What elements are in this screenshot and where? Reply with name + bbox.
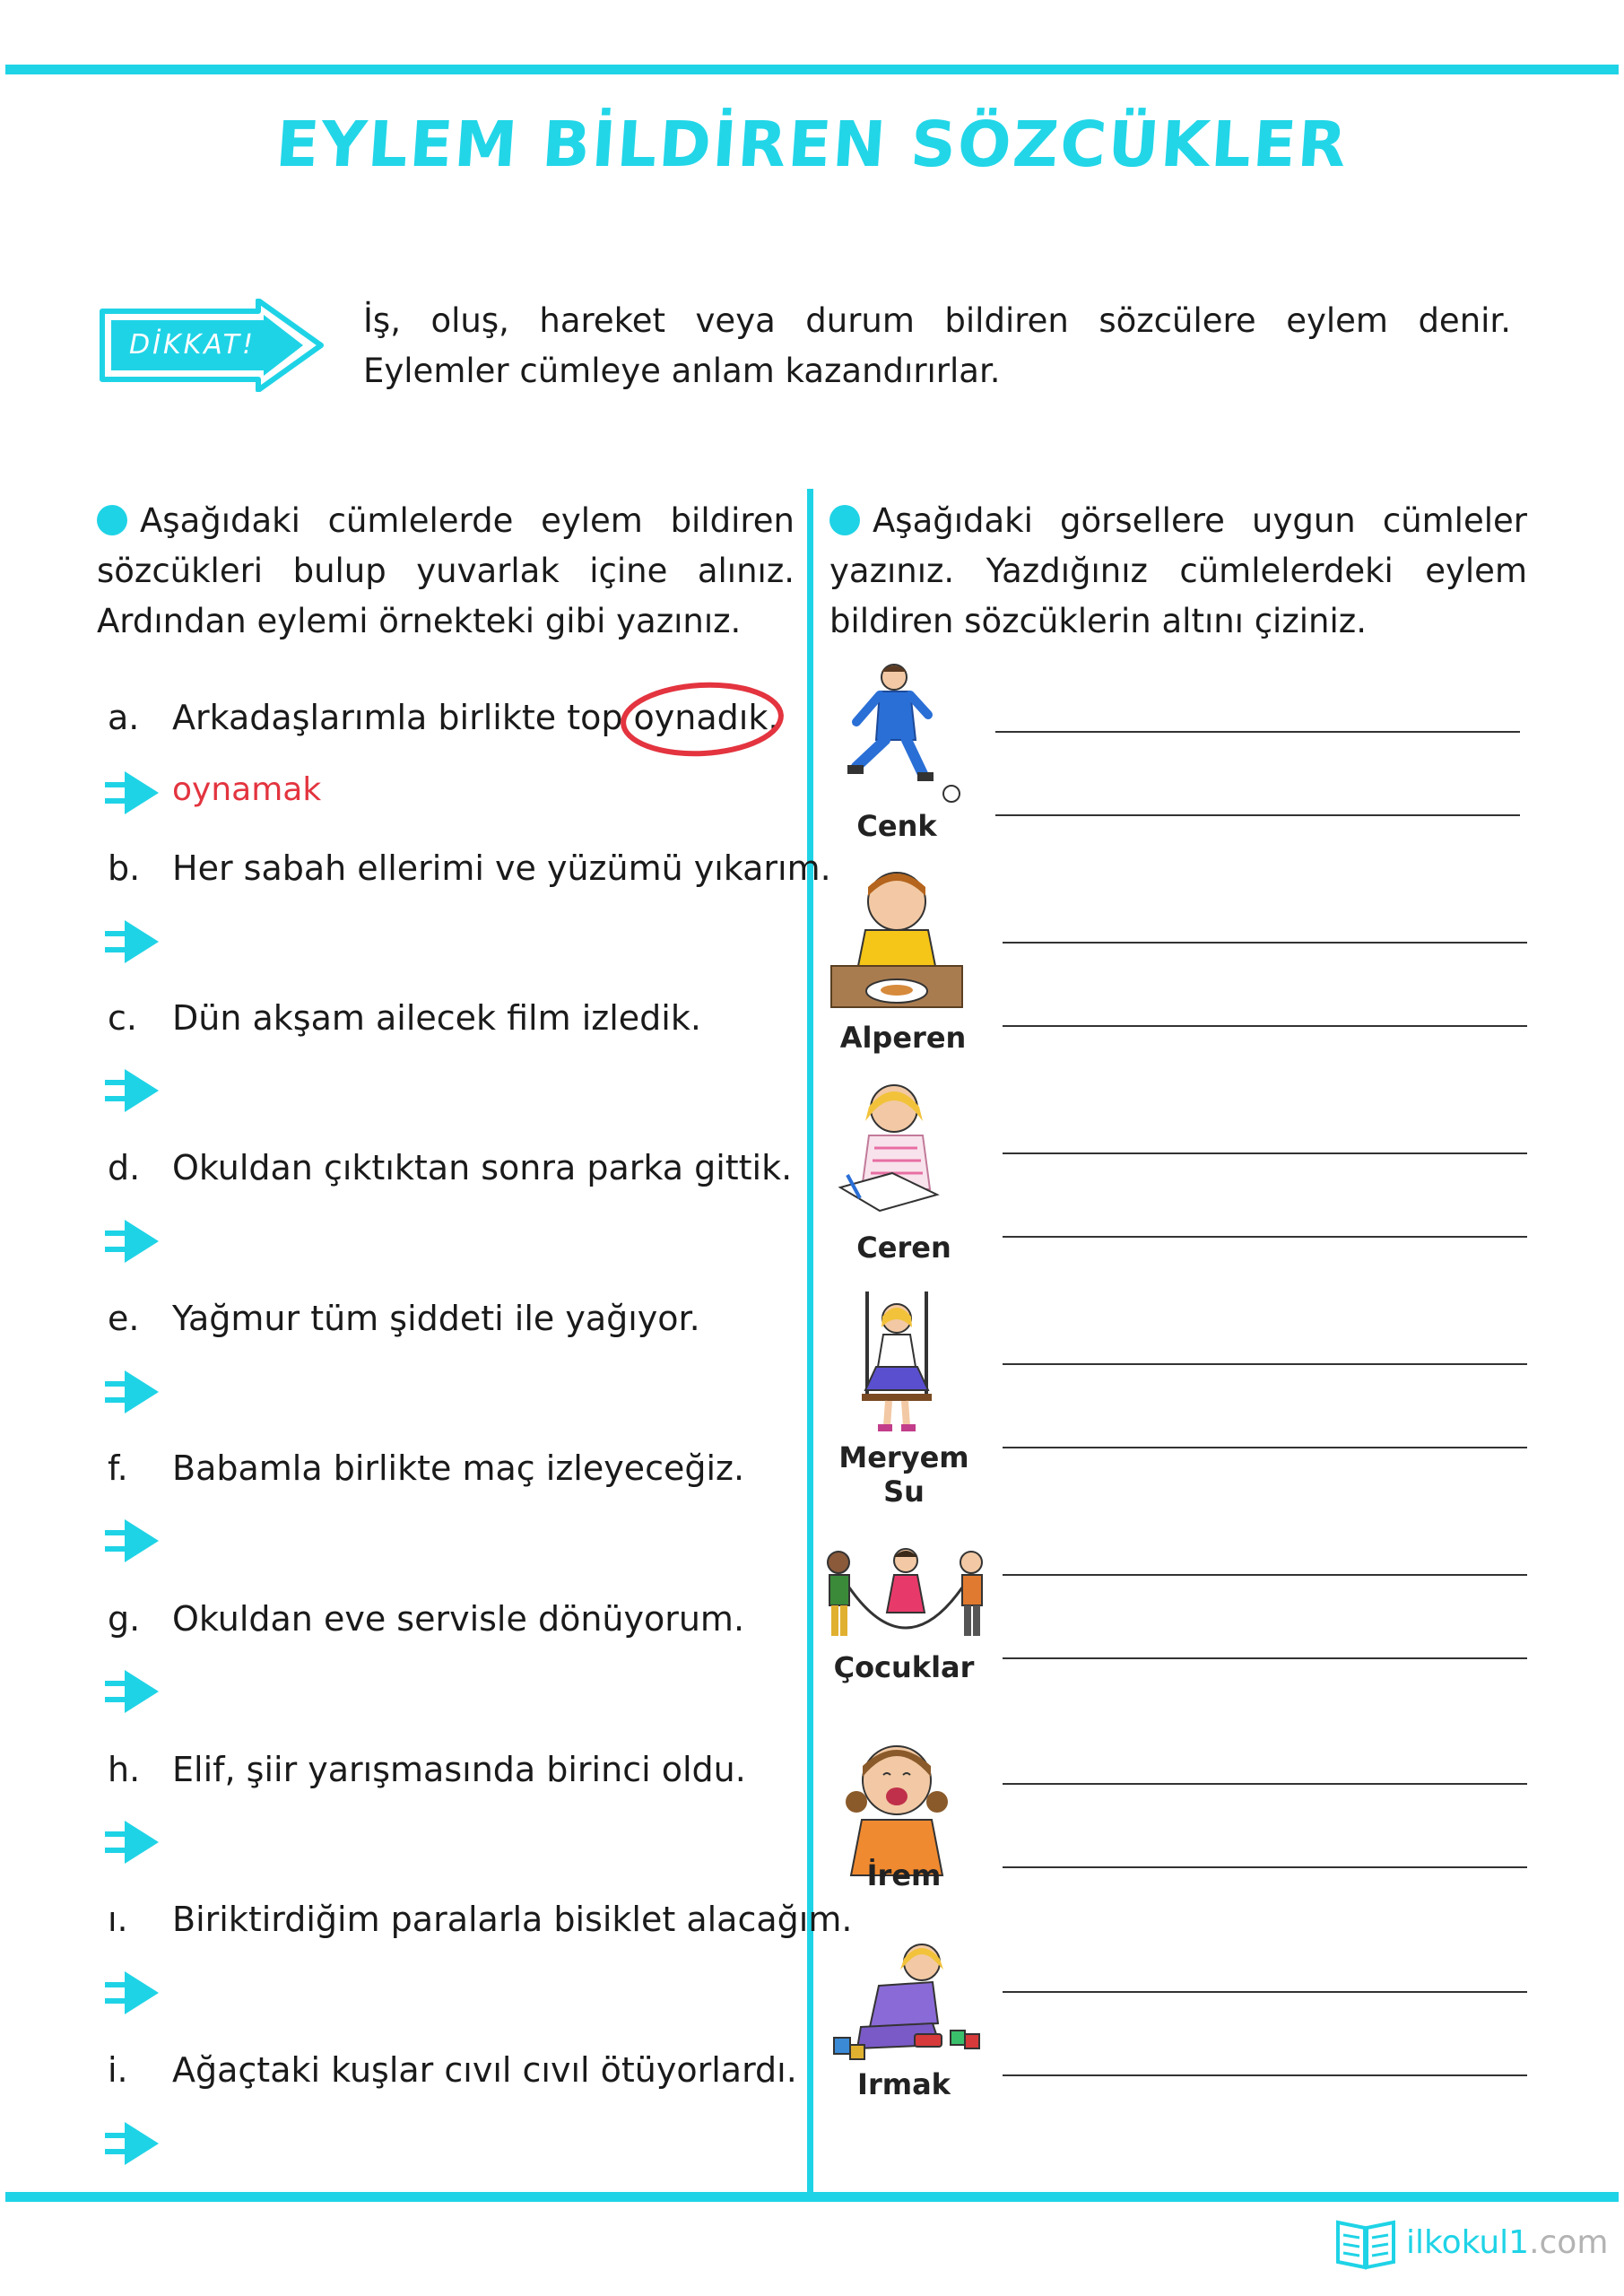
example-sentence <box>108 691 778 744</box>
arrow-right-icon <box>103 1067 161 1114</box>
writing-line <box>1003 1152 1527 1154</box>
dikkat-badge <box>97 299 330 392</box>
picture-name: Çocuklar <box>833 1650 975 1684</box>
picture-name: Meryem Su <box>838 1440 969 1509</box>
soccer-boy-icon <box>829 659 964 803</box>
writing-line <box>995 731 1520 733</box>
site-logo <box>1334 2213 1609 2271</box>
item-text: Biriktirdiğim paralarla bisiklet alacağım. <box>172 1900 853 1939</box>
item-text: Dün akşam ailecek film izledik. <box>172 998 701 1038</box>
arrow-right-icon <box>103 1819 161 1866</box>
picture-name: Alperen <box>839 1021 967 1055</box>
top-border <box>5 65 1619 74</box>
item-letter: b. <box>108 848 141 888</box>
example-before: Arkadaşlarımla birlikte top <box>172 698 634 737</box>
writing-line <box>1003 1447 1527 1448</box>
eating-boy-icon <box>829 865 964 1009</box>
right-instruction-text: Aşağıdaki görsellere uygun cümleler yazınız. Yazdığınız cümlelerdeki eylem bildiren sözcüklerin altını çiziniz. <box>829 501 1527 640</box>
left-instruction <box>97 496 795 647</box>
item-text: Her sabah ellerimi ve yüzümü yıkarım. <box>172 848 831 888</box>
definition-text: İş, oluş, hareket veya durum bildiren sözcülere eylem denir. Eylemler cümleye anlam kazandırırlar. <box>363 301 1511 390</box>
writing-line <box>1003 1363 1527 1365</box>
arrow-right-icon <box>103 1369 161 1415</box>
item-text: Okuldan eve servisle dönüyorum. <box>172 1599 745 1639</box>
bottom-border <box>5 2192 1619 2202</box>
open-book-icon <box>1334 2213 1397 2271</box>
red-circle-icon <box>616 680 791 762</box>
list-item <box>108 1441 744 1495</box>
item-letter: h. <box>108 1750 141 1789</box>
writing-line <box>1003 1657 1527 1659</box>
arrow-right-icon <box>103 918 161 965</box>
arrow-right-icon <box>103 1668 161 1715</box>
list-item <box>108 991 701 1045</box>
arrow-right-icon <box>103 1970 161 2016</box>
writing-line <box>1003 942 1527 944</box>
swinging-girl-icon <box>829 1292 964 1435</box>
item-letter: c. <box>108 998 137 1038</box>
writing-line <box>1003 1236 1527 1238</box>
item-letter: d. <box>108 1148 141 1187</box>
item-text: Ağaçtaki kuşlar cıvıl cıvıl ötüyorlardı. <box>172 2050 797 2090</box>
writing-line <box>1003 1991 1527 1993</box>
item-text: Yağmur tüm şiddeti ile yağıyor. <box>172 1299 700 1338</box>
picture-name: Cenk <box>856 809 937 843</box>
arrow-right-icon <box>103 1518 161 1564</box>
writing-line <box>1003 1025 1527 1027</box>
item-letter: i. <box>108 2050 128 2090</box>
playing-girl-icon <box>825 1937 982 2067</box>
list-item <box>108 1743 746 1796</box>
arrow-right-icon <box>103 1218 161 1265</box>
writing-line <box>1003 2074 1527 2076</box>
writing-line <box>1003 1574 1527 1576</box>
page-title: EYLEM BİLDİREN SÖZCÜKLER <box>274 108 1350 181</box>
item-text: Okuldan çıktıktan sonra parka gittik. <box>172 1148 793 1187</box>
picture-name: İrem <box>866 1858 942 1892</box>
writing-girl-icon <box>829 1076 964 1220</box>
picture-name: Ceren <box>856 1231 951 1265</box>
list-item <box>108 2043 797 2097</box>
example-verb: oynadık. <box>633 698 779 737</box>
item-letter: ı. <box>108 1900 128 1939</box>
example-answer: oynamak <box>172 771 322 808</box>
item-letter: e. <box>108 1299 140 1338</box>
list-item <box>108 1141 792 1195</box>
picture-name: Irmak <box>857 2067 951 2101</box>
bullet-icon <box>829 505 860 535</box>
logo-text <box>1406 2224 1608 2261</box>
bullet-icon <box>97 505 127 535</box>
circled-verb <box>634 691 779 744</box>
item-text: Elif, şiir yarışmasında birinci oldu. <box>172 1750 746 1789</box>
logo-main: ilkokul1 <box>1406 2224 1530 2261</box>
jump-rope-children-icon <box>821 1543 991 1650</box>
item-letter: g. <box>108 1599 141 1639</box>
arrow-right-icon <box>103 2120 161 2167</box>
list-item <box>108 1292 700 1345</box>
writing-line <box>1003 1783 1527 1785</box>
logo-suffix: .com <box>1529 2224 1609 2261</box>
item-letter: a. <box>108 698 140 737</box>
list-item <box>108 1892 852 1946</box>
writing-line <box>995 814 1520 816</box>
list-item <box>108 1592 744 1646</box>
crying-girl-icon <box>829 1735 964 1879</box>
item-letter: f. <box>108 1448 128 1488</box>
item-text: Babamla birlikte maç izleyeceğiz. <box>172 1448 745 1488</box>
arrow-right-icon <box>103 770 161 816</box>
dikkat-label: DİKKAT! <box>129 329 256 361</box>
left-instruction-text: Aşağıdaki cümlelerde eylem bildiren sözcükleri bulup yuvarlak içine alınız. Ardından eylemi örnekteki gibi yazınız. <box>97 501 795 640</box>
writing-line <box>1003 1866 1527 1868</box>
right-instruction <box>829 496 1527 647</box>
list-item <box>108 841 831 895</box>
